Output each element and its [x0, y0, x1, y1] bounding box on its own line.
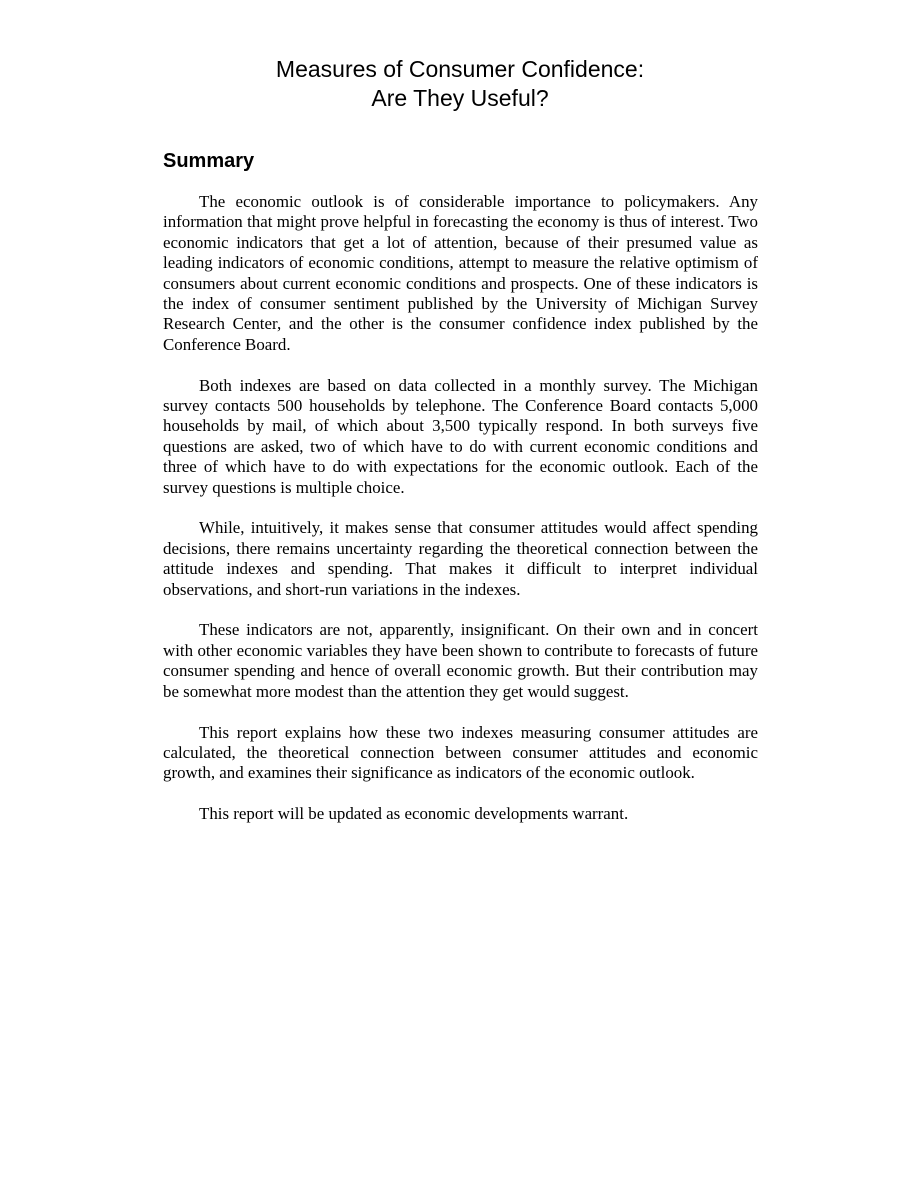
summary-paragraph-1: The economic outlook is of considerable importance to policymakers. Any information that might prove helpful in forecasting the economy is thus of interest. Two economic indicators that get a lot of attention, because of their presumed value as leading indicators of economic conditions, attempt to measure the relative optimism of consumers about current economic conditions and prospects. One of these indicators is the index of consumer sentiment published by the University of Michigan Survey Research Center, and the other is the consumer confidence index published by the Conference Board.: [163, 192, 758, 354]
summary-paragraph-3: While, intuitively, it makes sense that consumer attitudes would affect spending decisions, there remains uncertainty regarding the theoretical connection between the attitude indexes and spending. That makes it difficult to interpret individual observations, and short-run variations in the indexes.: [163, 518, 758, 599]
summary-paragraph-2: Both indexes are based on data collected in a monthly survey. The Michigan survey contacts 500 households by telephone. The Conference Board contacts 5,000 households by mail, of which about 3,500 typically respond. In both surveys five questions are asked, two of which have to do with current economic conditions and three of which have to do with expectations for the economic outlook. Each of the survey questions is multiple choice.: [163, 375, 758, 497]
summary-body: [163, 192, 758, 845]
summary-paragraph-6: This report will be updated as economic developments warrant.: [199, 804, 629, 824]
summary-heading: Summary: [163, 150, 255, 172]
document-title: [160, 55, 760, 113]
summary-paragraph-5: This report explains how these two indexes measuring consumer attitudes are calculated, the theoretical connection between consumer attitudes and economic growth, and examines their significance as indicators of the economic outlook.: [163, 722, 758, 783]
summary-paragraph-4: These indicators are not, apparently, insignificant. On their own and in concert with other economic variables they have been shown to contribute to forecasts of future consumer spending and hence of overall economic growth. But their contribution may be somewhat more modest than the attention they get would suggest.: [163, 620, 758, 701]
title-line-1: Measures of Consumer Confidence:: [275, 56, 645, 82]
title-line-2: Are They Useful?: [371, 85, 549, 111]
